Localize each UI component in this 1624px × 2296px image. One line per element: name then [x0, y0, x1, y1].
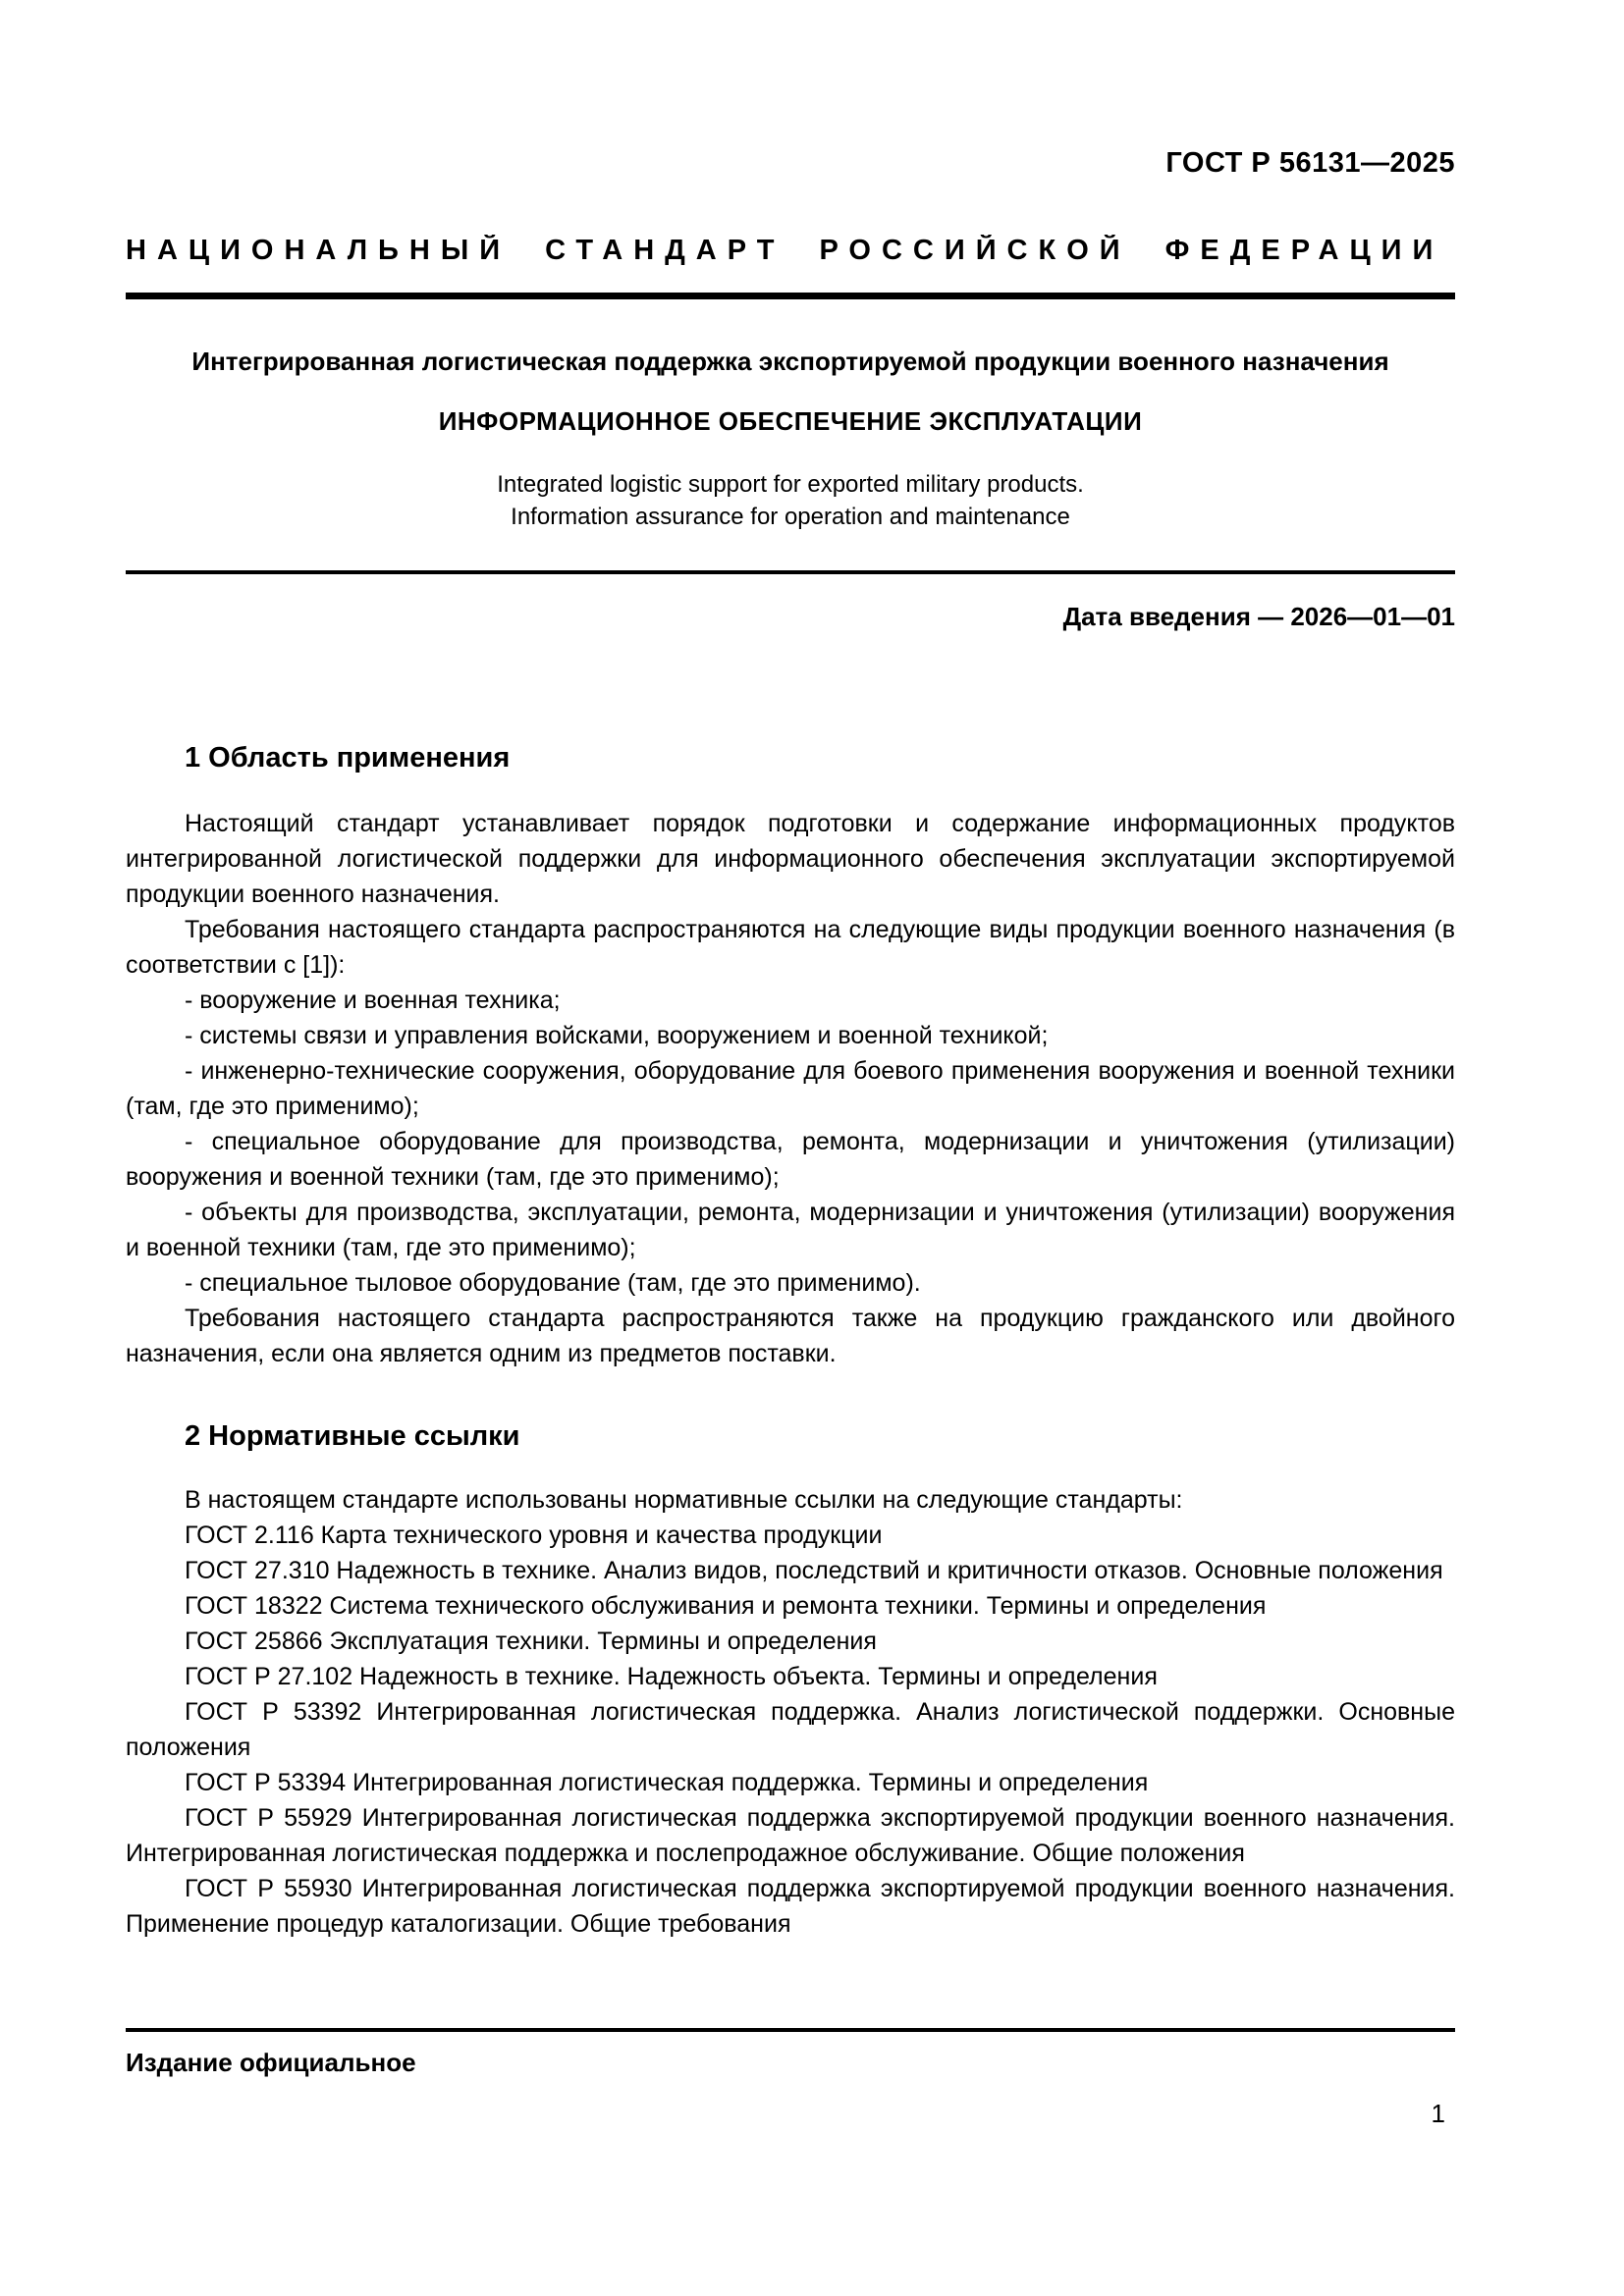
reference-item: ГОСТ Р 53394 Интегрированная логистическая поддержка. Термины и определения	[185, 1769, 1149, 1796]
paragraph: Требования настоящего стандарта распространяются на следующие виды продукции военного назначения (в соответствии с [1]):	[126, 916, 1455, 979]
standard-title-ru: Интегрированная логистическая поддержка экспортируемой продукции военного назначения	[191, 347, 1389, 376]
standard-title-en-line2: Information assurance for operation and maintenance	[511, 504, 1070, 530]
effective-date: Дата введения — 2026—01—01	[1062, 602, 1455, 631]
paragraph: Требования настоящего стандарта распространяются также на продукцию гражданского или двойного назначения, если она является одним из предметов поставки.	[126, 1305, 1455, 1367]
reference-item: ГОСТ 25866 Эксплуатация техники. Термины и определения	[185, 1628, 877, 1655]
paragraph: В настоящем стандарте использованы нормативные ссылки на следующие стандарты:	[185, 1486, 1183, 1514]
document-number: ГОСТ Р 56131—2025	[1165, 147, 1455, 179]
section-heading-scope: 1 Область применения	[185, 742, 511, 774]
list-item: - специальное оборудование для производства, ремонта, модернизации и уничтожения (утилизации) вооружения и военной техники (там, где это применимо);	[126, 1128, 1455, 1191]
edition-note: Издание официальное	[126, 2048, 416, 2077]
paragraph: Настоящий стандарт устанавливает порядок подготовки и содержание информационных продуктов интегрированной логистической поддержки для информационного обеспечения эксплуатации экспортируемой продукции военного назначения.	[126, 810, 1455, 908]
list-item: - объекты для производства, эксплуатации, ремонта, модернизации и уничтожения (утилизации) вооружения и военной техники (там, где это применимо);	[126, 1199, 1455, 1261]
list-item: - вооружение и военная техника;	[185, 987, 561, 1014]
section-heading-references: 2 Нормативные ссылки	[185, 1420, 520, 1452]
standard-title-en-line1: Integrated logistic support for exported military products.	[497, 471, 1084, 498]
reference-item: ГОСТ Р 55929 Интегрированная логистическая поддержка экспортируемой продукции военного назначения. Интегрированная логистическая поддержка и послепродажное обслуживание. Общие положения	[126, 1804, 1455, 1867]
footer-rule	[126, 2028, 1455, 2032]
reference-item: ГОСТ Р 55930 Интегрированная логистическая поддержка экспортируемой продукции военного назначения. Применение процедур каталогизации. Общие требования	[126, 1875, 1455, 1938]
title-rule	[126, 570, 1455, 574]
standard-subtitle-ru: ИНФОРМАЦИОННОЕ ОБЕСПЕЧЕНИЕ ЭКСПЛУАТАЦИИ	[438, 406, 1143, 436]
reference-item: ГОСТ 18322 Система технического обслуживания и ремонта техники. Термины и определения	[185, 1592, 1267, 1620]
header-rule	[126, 293, 1455, 299]
reference-item: ГОСТ 2.116 Карта технического уровня и качества продукции	[185, 1522, 883, 1549]
standard-title-en	[126, 468, 1455, 533]
reference-item: ГОСТ Р 53392 Интегрированная логистическая поддержка. Анализ логистической поддержки. Основные положения	[126, 1698, 1455, 1761]
list-item: - системы связи и управления войсками, вооружением и военной техникой;	[185, 1022, 1049, 1049]
list-item: - инженерно-технические сооружения, оборудование для боевого применения вооружения и военной техники (там, где это применимо);	[126, 1057, 1455, 1120]
reference-item: ГОСТ Р 27.102 Надежность в технике. Надежность объекта. Термины и определения	[185, 1663, 1158, 1690]
reference-item: ГОСТ 27.310 Надежность в технике. Анализ видов, последствий и критичности отказов. Основные положения	[185, 1557, 1443, 1584]
list-item: - специальное тыловое оборудование (там, где это применимо).	[185, 1269, 921, 1297]
standard-type-banner: НАЦИОНАЛЬНЫЙ СТАНДАРТ РОССИЙСКОЙ ФЕДЕРАЦИИ	[126, 235, 1444, 266]
page-number: 1	[1431, 2099, 1445, 2128]
